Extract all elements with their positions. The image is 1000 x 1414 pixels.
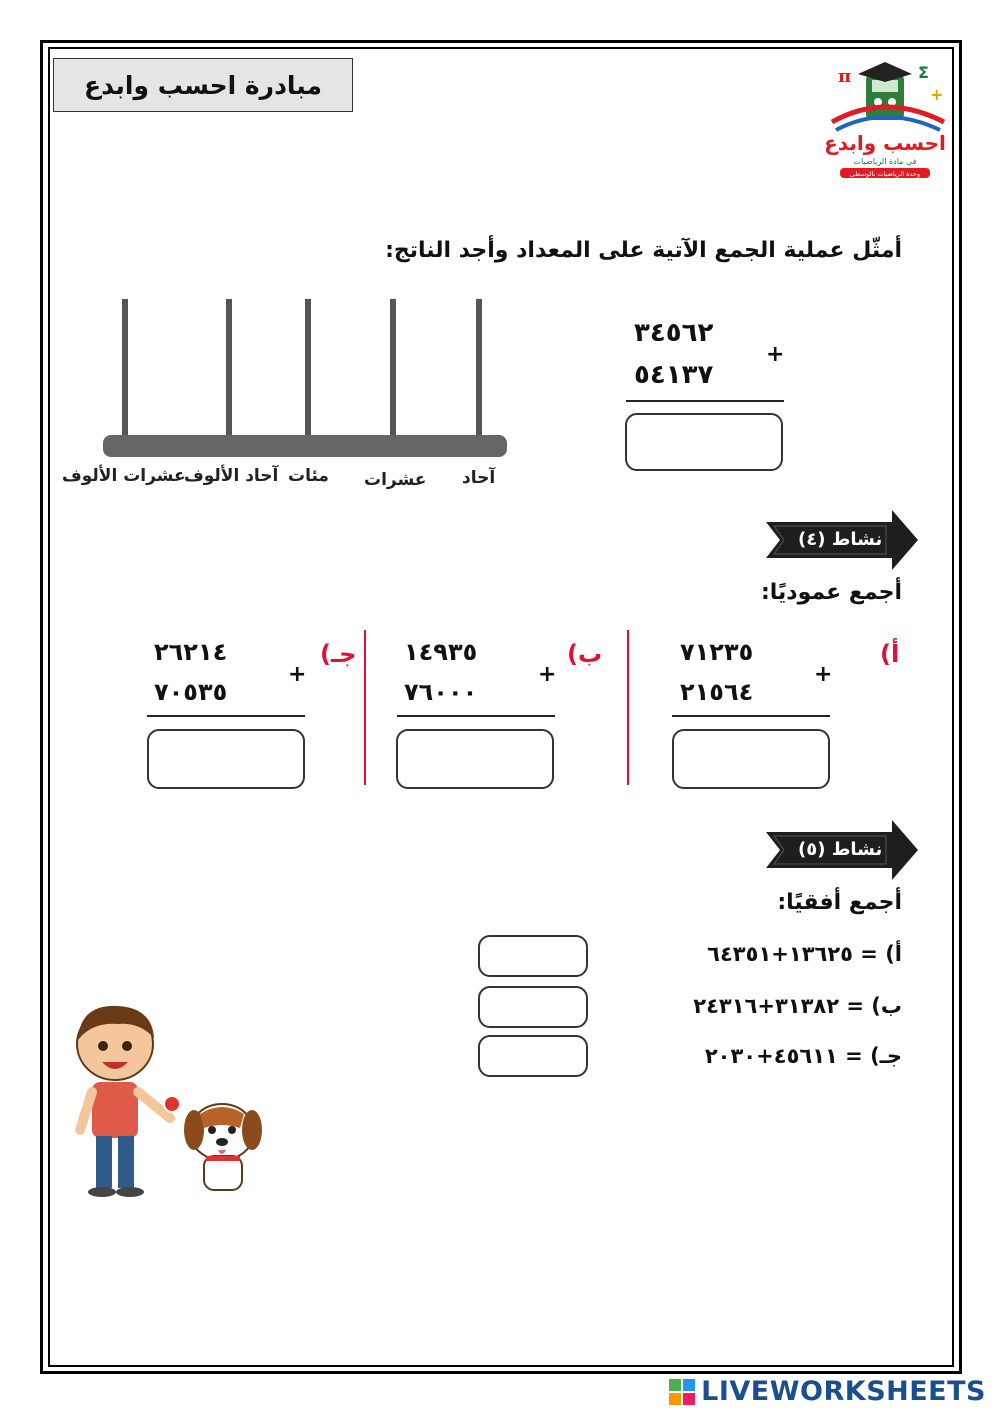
section1-plus-sign: +: [766, 342, 785, 367]
section1-sum-line: [626, 400, 784, 402]
liveworksheets-logo-icon: [669, 1379, 695, 1405]
abacus-drawing: [100, 295, 510, 460]
row-a-expression: ١٣٦٢٥+٦٤٣٥١ =: [707, 942, 878, 966]
abacus-label-ten-thousands: عشرات الألوف: [62, 466, 186, 486]
page-title: مبادرة احسب وابدع: [53, 58, 353, 112]
row-a-label: أ): [885, 942, 902, 966]
abacus-label-hundreds: مئات: [288, 466, 329, 486]
svg-text:+: +: [930, 85, 944, 104]
boy-and-dog-illustration: [70, 1000, 270, 1200]
liveworksheets-brand: [669, 1376, 986, 1407]
row-c-answer-box[interactable]: [478, 1035, 588, 1077]
section1-addend-bottom: ٥٤١٣٧: [634, 360, 714, 390]
problem-c-plus-sign: +: [288, 662, 307, 687]
horizontal-row-b: [693, 994, 902, 1018]
problem-b-plus-sign: +: [538, 662, 557, 687]
problem-b-answer-box[interactable]: [396, 729, 554, 789]
divider-right: [627, 630, 629, 785]
horizontal-row-a: [707, 942, 902, 966]
problem-c-sum-line: [147, 715, 305, 717]
section1-addend-top: ٣٤٥٦٢: [634, 318, 714, 348]
section1-instruction: أمثّل عملية الجمع الآتية على المعداد وأجد الناتج:: [385, 238, 902, 263]
problem-b-addend-bottom: ٧٦٠٠٠: [404, 678, 478, 706]
problem-b-addend-top: ١٤٩٣٥: [404, 638, 478, 666]
problem-a-label: أ): [880, 640, 900, 668]
abacus-label-ones: آحاد: [462, 468, 496, 488]
problem-c-addend-bottom: ٧٠٥٣٥: [154, 678, 228, 706]
abacus-label-thousands: آحاد الألوف: [184, 466, 279, 486]
problem-a-addend-top: ٧١٢٣٥: [680, 638, 754, 666]
svg-text:π: π: [838, 66, 852, 87]
activity5-instruction: أجمع أفقيًا:: [777, 890, 902, 915]
logo-sub-text: في مادة الرياضيات: [853, 157, 917, 166]
problem-c-addend-top: ٢٦٢١٤: [154, 638, 228, 666]
problem-a-answer-box[interactable]: [672, 729, 830, 789]
divider-left: [364, 630, 366, 785]
row-b-expression: ٣١٣٨٢+٢٤٣١٦ =: [693, 994, 864, 1018]
row-c-label: جـ): [870, 1044, 902, 1068]
problem-a-sum-line: [672, 715, 830, 717]
problem-c-answer-box[interactable]: [147, 729, 305, 789]
row-b-answer-box[interactable]: [478, 986, 588, 1028]
abacus-label-tens: عشرات: [364, 470, 427, 490]
horizontal-row-c: [705, 1044, 902, 1068]
logo-image: [818, 52, 952, 184]
problem-b-sum-line: [397, 715, 555, 717]
logo-main-text: احسب وابدع: [824, 131, 946, 155]
liveworksheets-text: LIVEWORKSHEETS: [701, 1376, 986, 1407]
problem-c-label: جـ): [320, 640, 357, 668]
activity4-banner: نشاط (٤): [798, 529, 883, 550]
logo-tag-text: وحدة الرياضيات بالوسطى: [849, 170, 921, 178]
activity5-banner: نشاط (٥): [798, 839, 883, 860]
problem-b-label: ب): [567, 640, 603, 668]
row-c-expression: ٤٥٦١١+٢٠٣٠ =: [704, 1044, 863, 1068]
row-b-label: ب): [871, 994, 902, 1018]
problem-a-addend-bottom: ٢١٥٦٤: [680, 678, 754, 706]
svg-text:Σ: Σ: [918, 63, 929, 82]
section1-answer-box[interactable]: [625, 413, 783, 471]
row-a-answer-box[interactable]: [478, 935, 588, 977]
problem-a-plus-sign: +: [814, 662, 833, 687]
activity4-instruction: أجمع عموديًا:: [760, 580, 902, 605]
